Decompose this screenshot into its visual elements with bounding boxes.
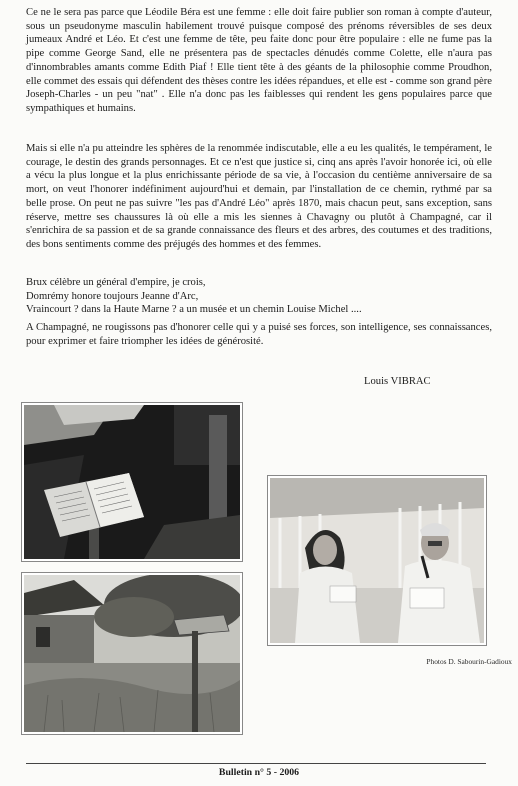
paragraph-3-line-2: Domrémy honore toujours Jeanne d'Arc, (26, 290, 199, 302)
paragraph-1: Ce ne le sera pas parce que Léodile Béra est une femme : elle doit faire publier son roman à compte d'auteur, sous un pseudonyme masculin habilement trouvé puisque composé des prénoms réversibles de ses deux jumeaux André et Léo. Et c'est une femme de tête, peu faite donc pour être populaire : elle ne fume pas la pipe comme George Sand, elle ne présentera pas de spectacles dénudés comme Colette, elle n'aura pas d'innombrables amants comme Edith Piaf ! Elle tient tête à des géants de la philosophie comme Proudhon, elle commet des essais qui défendent des thèses contre les idées répandues, et elle est - comme son grand père Joseph-Charles - un peu "nat" . Elle n'a donc pas les faiblesses qui rendent les gens populaires parce que sympathiques et humains. (26, 7, 492, 114)
photo-lectern-book (22, 403, 242, 561)
photo-path-signpost (22, 573, 242, 734)
paragraph-3-line-1: Brux célèbre un général d'empire, je crois, (26, 277, 206, 288)
paragraph-3-line-3: Vraincourt ? dans la Haute Marne ? a un musée et un chemin Louise Michel .... (26, 304, 362, 316)
photo-inauguration-speakers (268, 476, 486, 645)
author-signature: Louis VIBRAC (364, 376, 431, 387)
footer-bulletin: Bulletin n° 5 - 2006 (218, 767, 300, 778)
photo-credit: Photos D. Sabourin-Gadioux (426, 657, 512, 666)
paragraph-2: Mais si elle n'a pu atteindre les sphères de la renommée indiscutable, elle a eu les qualités, le tempérament, le courage, le destin des grands personnages. Et ce n'est que justice si, cinq ans après l'avoir honorée ici, où elle a vécu la plus longue et la plus enrichissante période de sa vie, à l'occasion du centième anniversaire de sa mort, on veut l'honorer indéfiniment aujourd'hui et demain, par l'installation de ce chemin, rythmé par sa belle prose. On peut ne pas suivre "les pas d'André Léo" après 1870, mais chacun peut, sans exception, sans réserve, mettre ses chaussures là où elle a mis les siennes à Chavagny ou plutôt à Champagné, car il s'enrichira de sa passion et de sa grande connaissance des fleurs et des arbres, des coutumes et des traditions, des bons sentiments comme des préjugés des hommes et des femmes. (26, 143, 492, 250)
paragraph-3 (26, 276, 492, 317)
footer-rule (26, 763, 486, 764)
paragraph-4: A Champagné, ne rougissons pas d'honorer celle qui y a puisé ses forces, son intelligence, ses connaissances, pour exprimer et faire triompher les idées de générosité. (26, 322, 492, 347)
